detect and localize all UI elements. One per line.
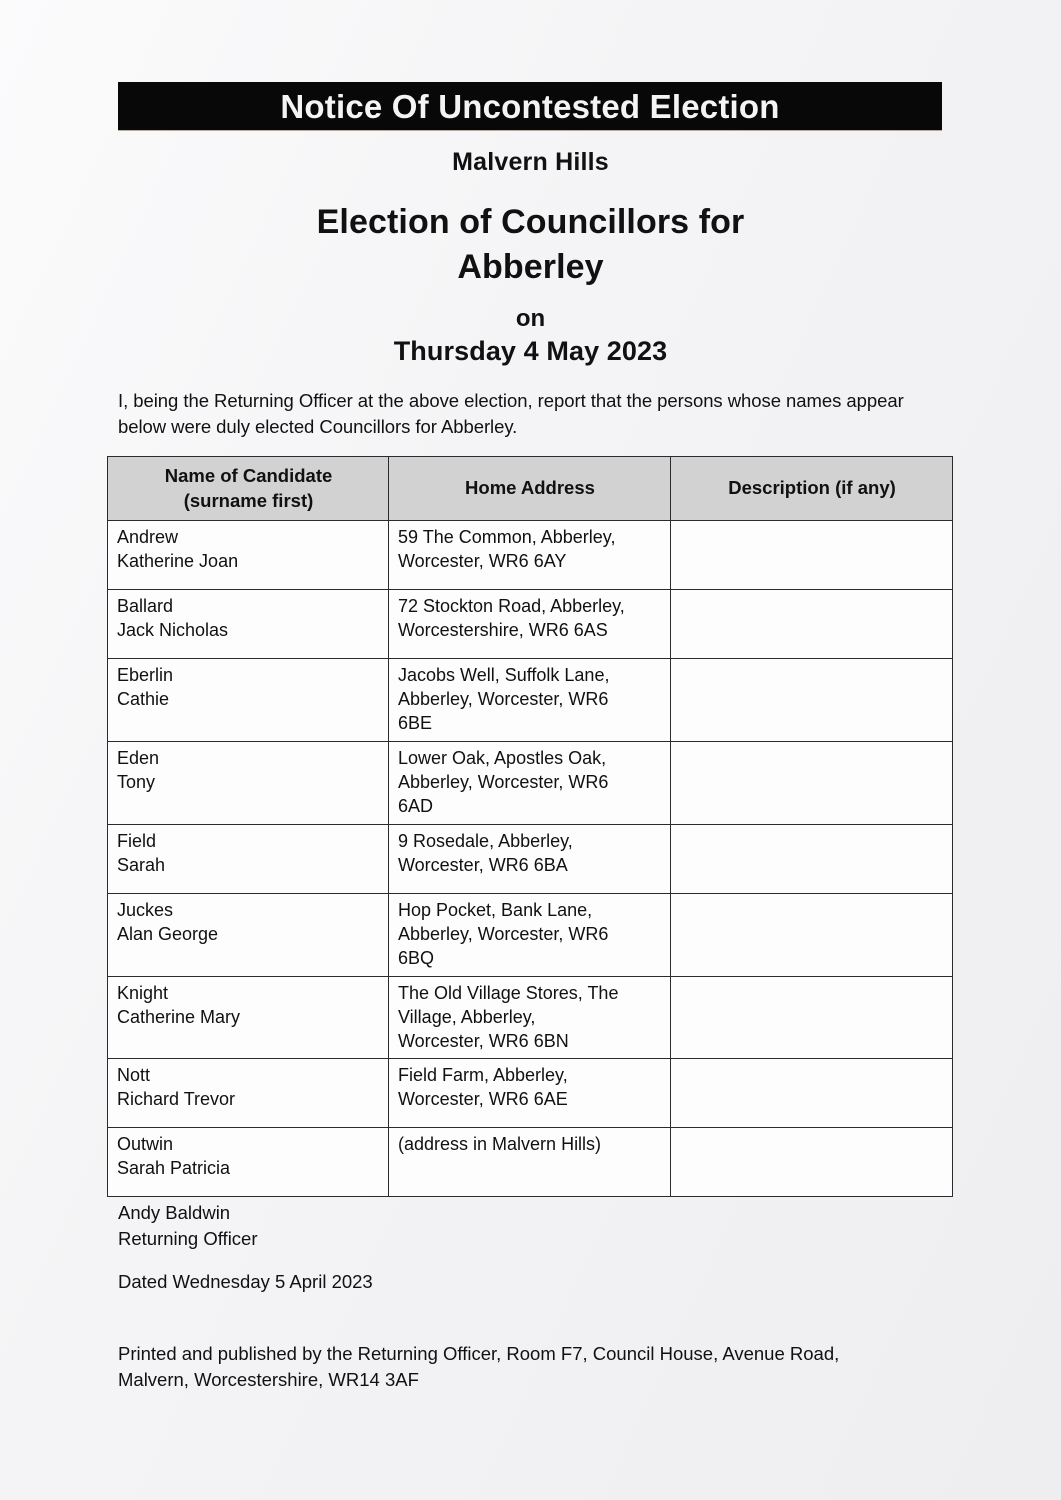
- description-cell: [671, 824, 953, 893]
- notice-banner-title: Notice Of Uncontested Election: [280, 87, 780, 125]
- column-header-description-line1: Description (if any): [728, 477, 896, 499]
- address-line-1: Hop Pocket, Bank Lane,: [398, 899, 593, 920]
- candidate-name-cell: [108, 742, 389, 825]
- candidate-surname: Outwin: [117, 1134, 174, 1155]
- poll-date: Thursday 4 May 2023: [393, 336, 668, 366]
- dated-line: Dated Wednesday 5 April 2023: [118, 1271, 373, 1292]
- home-address-cell: [389, 824, 671, 893]
- candidate-surname: Andrew: [117, 527, 179, 548]
- candidate-surname: Ballard: [117, 596, 174, 617]
- candidate-forenames: Sarah: [117, 854, 166, 875]
- column-header-description: [671, 457, 953, 521]
- address-line-1: 72 Stockton Road, Abberley,: [398, 596, 625, 617]
- candidate-forenames: Jack Nicholas: [117, 620, 229, 641]
- address-line-1: 59 The Common, Abberley,: [398, 527, 616, 548]
- candidate-name-cell: [108, 659, 389, 742]
- candidate-surname: Eden: [117, 748, 160, 768]
- candidate-surname: Eberlin: [117, 665, 174, 686]
- on-connector-word: on: [515, 305, 546, 332]
- table-header-row: [108, 457, 953, 521]
- address-line-3: 6BE: [398, 713, 433, 734]
- address-line-1: Lower Oak, Apostles Oak,: [398, 748, 607, 768]
- candidate-name-cell: [108, 824, 389, 893]
- address-line-2: Village, Abberley,: [398, 1006, 536, 1027]
- address-line-2: Abberley, Worcester, WR6: [398, 923, 609, 944]
- address-line-1: (address in Malvern Hills): [398, 1134, 602, 1155]
- table-header: [108, 457, 953, 521]
- home-address-cell: [389, 742, 671, 825]
- table-row: [108, 590, 953, 659]
- candidate-name-cell: [108, 1128, 389, 1197]
- candidate-forenames: Richard Trevor: [117, 1089, 236, 1110]
- address-line-3: Worcester, WR6 6BN: [398, 1030, 569, 1051]
- notice-banner: [118, 82, 942, 130]
- address-line-1: The Old Village Stores, The: [398, 982, 619, 1003]
- returning-officer-statement: I, being the Returning Officer at the above election, report that the persons whose names appear below were duly elected Councillors for Abberley.: [118, 390, 904, 438]
- candidate-forenames: Alan George: [117, 923, 219, 944]
- candidate-surname: Knight: [117, 982, 169, 1003]
- returning-officer-role: Returning Officer: [118, 1228, 258, 1250]
- description-cell: [671, 659, 953, 742]
- address-line-2: Worcestershire, WR6 6AS: [398, 620, 608, 641]
- column-header-candidate-name-line1: Name of Candidate: [164, 465, 333, 486]
- election-title-line-1: Election of Councillors for: [316, 203, 745, 241]
- election-title: [0, 200, 1061, 290]
- home-address-cell: [389, 521, 671, 590]
- address-line-2: Worcester, WR6 6AY: [398, 551, 567, 572]
- table-row: [108, 824, 953, 893]
- address-line-1: Field Farm, Abberley,: [398, 1065, 568, 1086]
- home-address-cell: [389, 893, 671, 976]
- description-cell: [671, 521, 953, 590]
- candidate-surname: Nott: [117, 1065, 151, 1086]
- candidate-surname: Field: [117, 830, 157, 851]
- candidate-forenames: Sarah Patricia: [117, 1158, 231, 1179]
- elected-candidates-table: [107, 456, 953, 1197]
- address-line-3: 6BQ: [398, 947, 435, 968]
- description-cell: [671, 893, 953, 976]
- table-row: [108, 521, 953, 590]
- imprint-block: [118, 1341, 963, 1394]
- address-line-1: 9 Rosedale, Abberley,: [398, 830, 573, 851]
- home-address-cell: [389, 1059, 671, 1128]
- candidate-name-cell: [108, 590, 389, 659]
- returning-officer-name: Andy Baldwin: [118, 1202, 231, 1223]
- column-header-candidate-name-line2: (surname first): [183, 489, 314, 511]
- home-address-cell: [389, 590, 671, 659]
- table-body: [108, 521, 953, 1197]
- candidate-forenames: Cathie: [117, 689, 170, 710]
- table-row: [108, 659, 953, 742]
- imprint-line-1: Printed and published by the Returning Officer, Room F7, Council House, Avenue Road,: [118, 1343, 840, 1364]
- candidate-forenames: Catherine Mary: [117, 1006, 241, 1027]
- description-cell: [671, 1059, 953, 1128]
- description-cell: [671, 976, 953, 1059]
- candidate-name-cell: [108, 976, 389, 1059]
- table-row: [108, 1059, 953, 1128]
- table-row: [108, 893, 953, 976]
- column-header-home-address: [389, 457, 671, 521]
- candidate-surname: Juckes: [117, 899, 174, 920]
- description-cell: [671, 590, 953, 659]
- address-line-2: Abberley, Worcester, WR6: [398, 771, 609, 792]
- home-address-cell: [389, 1128, 671, 1197]
- candidate-name-cell: [108, 893, 389, 976]
- address-line-2: Worcester, WR6 6BA: [398, 854, 568, 875]
- imprint-line-2: Malvern, Worcestershire, WR14 3AF: [118, 1369, 419, 1391]
- address-line-1: Jacobs Well, Suffolk Lane,: [398, 665, 610, 686]
- election-title-ward: Abberley: [457, 247, 604, 286]
- description-cell: [671, 1128, 953, 1197]
- candidate-forenames: Katherine Joan: [117, 551, 239, 572]
- column-header-home-address-line1: Home Address: [465, 477, 595, 499]
- table-row: [108, 742, 953, 825]
- candidate-name-cell: [108, 1059, 389, 1128]
- address-line-3: 6AD: [398, 795, 434, 816]
- address-line-2: Abberley, Worcester, WR6: [398, 689, 609, 710]
- home-address-cell: [389, 976, 671, 1059]
- column-header-candidate-name: [108, 457, 389, 521]
- council-name: Malvern Hills: [452, 148, 609, 176]
- table-row: [108, 1128, 953, 1197]
- address-line-2: Worcester, WR6 6AE: [398, 1089, 568, 1110]
- returning-officer-block: [118, 1200, 258, 1253]
- candidate-name-cell: [108, 521, 389, 590]
- candidate-forenames: Tony: [117, 771, 156, 792]
- description-cell: [671, 742, 953, 825]
- home-address-cell: [389, 659, 671, 742]
- table-row: [108, 976, 953, 1059]
